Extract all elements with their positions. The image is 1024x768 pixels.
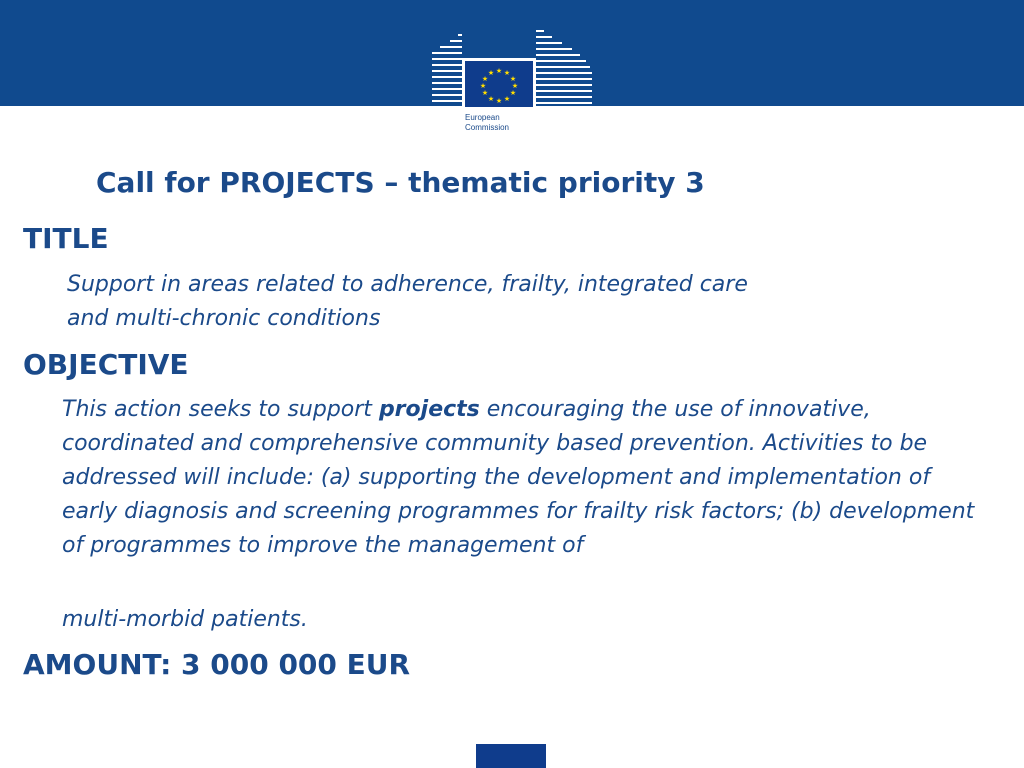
- svg-text:★: ★: [503, 69, 511, 77]
- logo-label: [465, 113, 535, 133]
- svg-text:★: ★: [479, 82, 487, 90]
- title-text-line1: Support in areas related to adherence, frailty, integrated care: [67, 272, 748, 297]
- svg-text:★: ★: [495, 67, 503, 75]
- svg-text:★: ★: [495, 97, 503, 105]
- slide-title: Call for PROJECTS – thematic priority 3: [96, 166, 705, 199]
- logo-label-line2: Commission: [465, 123, 510, 132]
- amount-text: AMOUNT: 3 000 000 EUR: [23, 648, 411, 681]
- svg-text:★: ★: [481, 89, 489, 97]
- footer-eu-flag: [476, 744, 546, 768]
- title-heading: TITLE: [23, 222, 109, 255]
- svg-text:★: ★: [481, 75, 489, 83]
- objective-text-start: This action seeks to support: [62, 397, 379, 422]
- objective-text-rest: encouraging the use of innovative, coordinated and comprehensive community based prevention. Activities to be addressed will include: (a) supporting the development and implementation of early diagnosis and screening programmes for frailty risk factors; (b) development of programmes to improve the management of: [62, 397, 975, 558]
- svg-text:★: ★: [487, 69, 495, 77]
- svg-text:★: ★: [509, 75, 517, 83]
- title-text-line2: and multi-chronic conditions: [67, 306, 381, 331]
- objective-text: [62, 393, 992, 563]
- title-text: [67, 268, 987, 336]
- svg-text:★: ★: [509, 89, 517, 97]
- objective-text-last-line: multi-morbid patients.: [62, 607, 308, 632]
- svg-text:★: ★: [487, 95, 495, 103]
- logo-label-line1: European: [465, 113, 500, 122]
- svg-text:★: ★: [503, 95, 511, 103]
- european-commission-logo: [428, 28, 598, 142]
- objective-text-emphasis: projects: [378, 397, 480, 422]
- objective-heading: OBJECTIVE: [23, 348, 189, 381]
- svg-text:★: ★: [511, 82, 519, 90]
